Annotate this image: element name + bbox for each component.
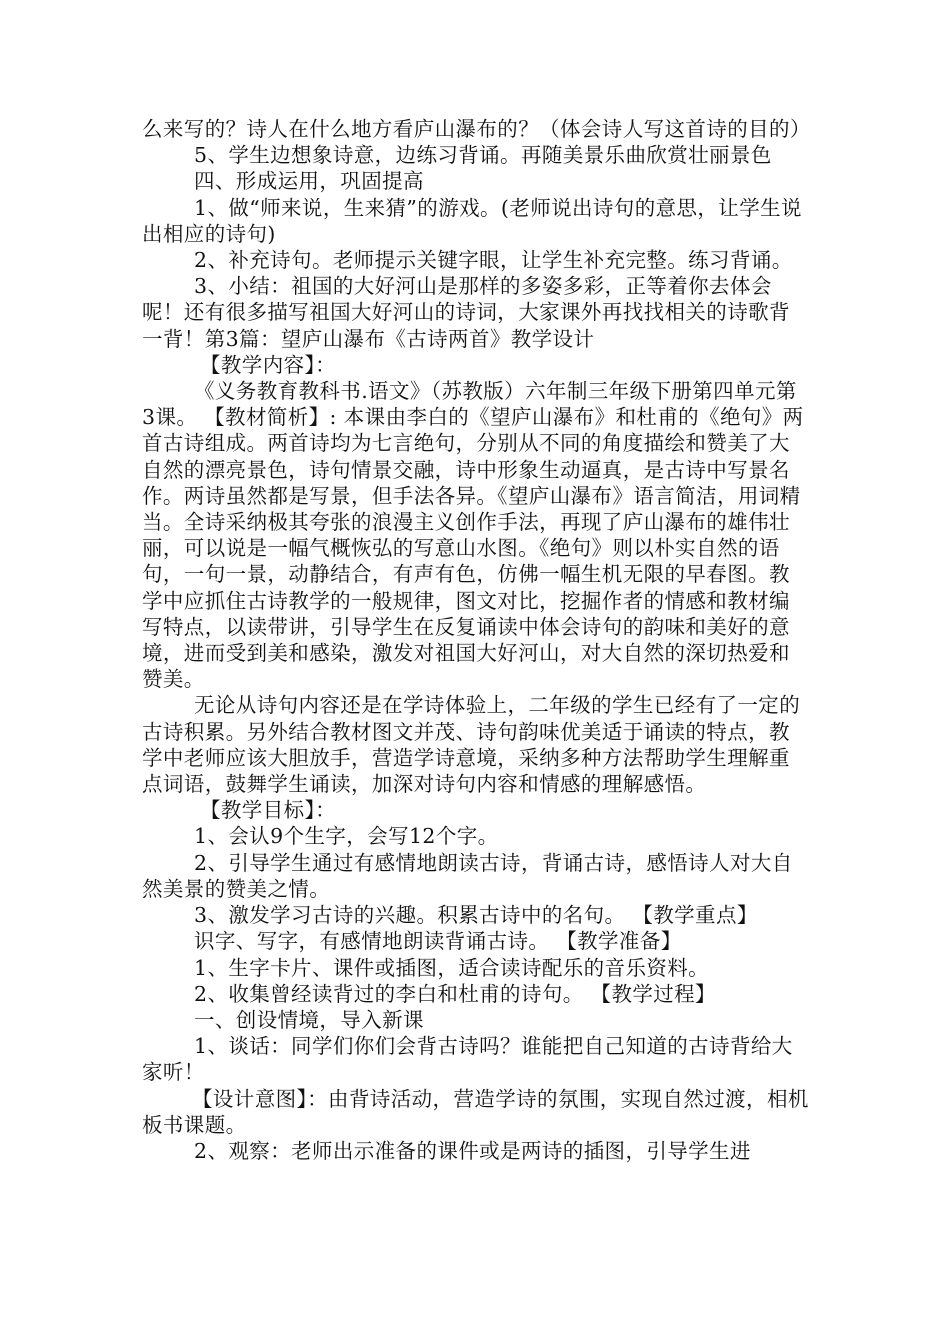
paragraph: 2、补充诗句。老师提示关键字眼，让学生补充完整。练习背诵。 <box>194 248 793 273</box>
section-heading: 【教学内容】： <box>200 352 337 377</box>
paragraph: 3、小结：祖国的大好河山是那样的多姿多彩，正等着你去体会呢！还有很多描写祖国大好河山的诗词，大家课外再找找相关的诗歌背一背！第3篇：望庐山瀑布《古诗两首》教学设计 <box>142 274 790 351</box>
list-item: 3、激发学习古诗的兴趣。积累古诗中的名句。 【教学重点】 <box>194 903 758 928</box>
paragraph: 么来写的？诗人在什么地方看庐山瀑布的？（体会诗人写这首诗的目的） <box>142 117 811 141</box>
list-item: 2、引导学生通过有感情地朗读古诗，背诵古诗，感悟诗人对大自然美景的赞美之情。 <box>142 850 793 901</box>
list-item: 1、谈话：同学们你们会背古诗吗？谁能把自己知道的古诗背给大家听！ <box>142 1034 793 1085</box>
paragraph: 1、做“师来说，生来猜”的游戏。(老师说出诗句的意思，让学生说出相应的诗句) <box>142 195 802 246</box>
list-item: 1、生字卡片、课件或插图，适合读诗配乐的音乐资料。 <box>194 955 710 980</box>
section-heading: 【教学目标】： <box>200 798 337 823</box>
list-item: 1、会认9个生字，会写12个字。 <box>194 824 499 849</box>
paragraph: 无论从诗句内容还是在学诗体验上，二年级的学生已经有了一定的古诗积累。另外结合教材图文并茂、诗句韵味优美适于诵读的特点，教学中老师应该大胆放手，营造学诗意境，采纳多种方法帮助学生理解重点词语，鼓舞学生诵读，加深对诗句内容和情感的理解感悟。 <box>142 693 801 797</box>
section-heading: 一、创设情境，导入新课 <box>194 1007 424 1032</box>
paragraph: 《义务教育教科书.语文》（苏教版）六年制三年级下册第四单元第3课。 【教材简析】: 本课由李白的《望庐山瀑布》和杜甫的《绝句》两首古诗组成。两首诗均为七言绝句，分别从不同的角度描绘和赞美了大自然的漂亮景色，诗句情景交融，诗中形象生动逼真，是古诗中写景名作。两诗虽然都是写景，但手法各异。《望庐山瀑布》语言简洁，用词精当。全诗采纳极其夸张的浪漫主义创作手法，再现了庐山瀑布的雄伟壮丽，可以说是一幅气概恢弘的写意山水图。《绝句》则以朴实自然的语句，一句一景，动静结合，有声有色，仿佛一幅生机无限的早春图。教学中应抓住古诗教学的一般规律，图文对比，挖掘作者的情感和教材编写特点，以读带讲，引导学生在反复诵读中体会诗句的韵味和美好的意境，进而受到美和感染，激发对祖国大好河山，对大自然的深切热爱和赞美。 <box>142 379 804 692</box>
paragraph: 5、学生边想象诗意，边练习背诵。再随美景乐曲欣赏壮丽景色 <box>194 143 772 168</box>
list-item: 2、收集曾经读背过的李白和杜甫的诗句。 【教学过程】 <box>194 981 716 1006</box>
paragraph: 【设计意图】：由背诗活动，营造学诗的氛围，实现自然过渡，相机板书课题。 <box>142 1086 809 1137</box>
document-body <box>142 116 810 1164</box>
list-item: 2、观察：老师出示准备的课件或是两诗的插图，引导学生进 <box>194 1138 751 1163</box>
paragraph: 识字、写字，有感情地朗读背诵古诗。 【教学准备】 <box>194 929 682 954</box>
section-heading: 四、形成运用，巩固提高 <box>194 169 424 194</box>
